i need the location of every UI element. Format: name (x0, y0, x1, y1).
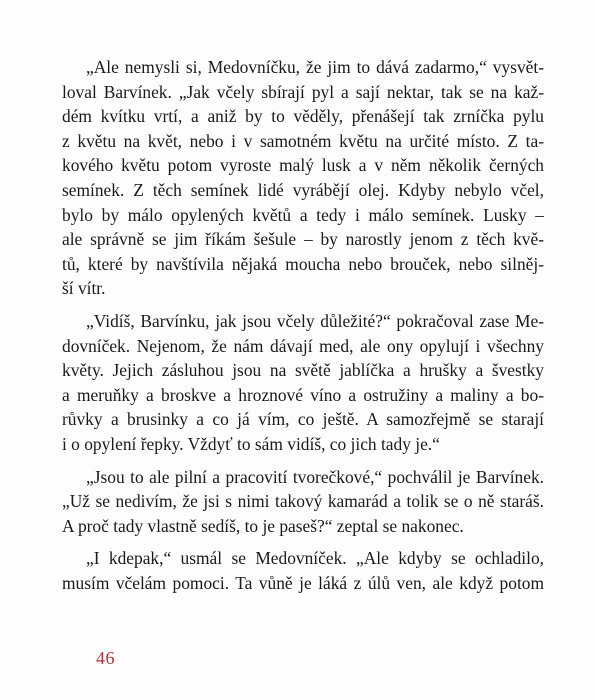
text-line: musím včelám pomoci. Ta vůně je láká z úlů ven, ale když potom (62, 572, 544, 593)
text-line: bylo by málo opylených květů a tedy i málo semínek. Lusky – (62, 204, 544, 225)
text-line: květy. Jejich zásluhou jsou na světě jablíčka a hrušky a švestky (62, 360, 544, 381)
text-line: ale správně se jim říkám šešule – by narostly jenom z těch kvě- (62, 229, 544, 250)
paragraph (62, 546, 544, 595)
text-line: i o opylení řepky. Vždyť to sám vidíš, co jich tady je.“ (62, 433, 440, 454)
text-line: růvky a brusinky a co já vím, co ještě. A samozřejmě se starají (62, 409, 544, 430)
text-line: a meruňky a broskve a hroznové víno a ostružiny a maliny a bo- (62, 384, 544, 405)
text-line: dovníček. Nejenom, že nám dávají med, ale ony opylují i všechny (62, 335, 544, 356)
text-line: z květu na květ, nebo i v samotném květu na určité místo. Z ta- (62, 130, 544, 151)
text-line: „I kdepak,“ usmál se Medovníček. „Ale kdyby se ochladilo, (86, 548, 544, 569)
text-line: A proč tady vlastně sedíš, to je paseš?“ zeptal se nakonec. (62, 515, 464, 536)
body-text (62, 55, 544, 595)
text-line: ší vítr. (62, 278, 106, 299)
text-line: tů, které by navštívila nějaká moucha nebo brouček, nebo silněj- (62, 253, 544, 274)
paragraph (62, 465, 544, 539)
text-line: kového květu potom vyroste malý lusk a v něm několik černých (62, 155, 544, 176)
text-line: „Už se nedivím, že jsi s nimi takový kamarád a tolik se o ně staráš. (62, 491, 544, 512)
text-line: „Vidíš, Barvínku, jak jsou včely důležité?“ pokračoval zase Me- (86, 310, 544, 331)
text-line: „Jsou to ale pilní a pracovití tvorečkové,“ pochválil je Barvínek. (86, 466, 544, 487)
text-line: semínek. Z těch semínek lidé vyrábějí olej. Kdyby nebylo včel, (62, 179, 544, 200)
page-number: 46 (96, 648, 115, 668)
paragraph (62, 55, 544, 301)
text-line: dém kvítku vrtí, a aniž by to věděly, přenášejí tak zrníčka pylu (62, 106, 544, 127)
text-line: „Ale nemysli si, Medovníčku, že jim to dává zadarmo,“ vysvět- (86, 57, 544, 77)
paragraph (62, 309, 544, 457)
text-line: loval Barvínek. „Jak včely sbírají pyl a sají nektar, tak se na kaž- (62, 81, 544, 102)
